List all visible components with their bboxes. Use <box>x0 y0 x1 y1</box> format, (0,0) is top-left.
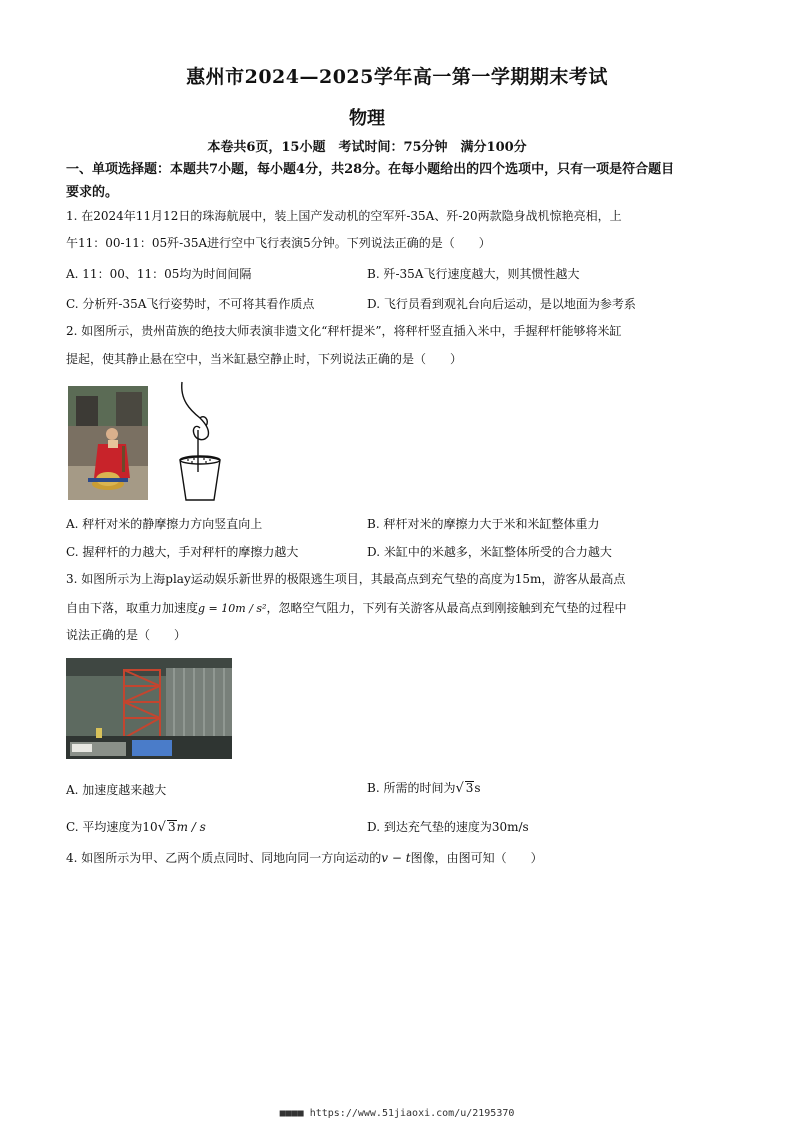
question-2-line-2: 提起，使其静止悬在空中，当米缸悬空静止时，下列说法正确的是（ ） <box>66 352 463 366</box>
sqrt-symbol: √ <box>157 820 166 835</box>
question-1-option-d: D. 飞行员看到观礼台向后运动，是以地面为参考系 <box>367 297 636 311</box>
question-3-option-b <box>367 779 481 796</box>
question-1-line-2: 午11：00-11：05歼-35A进行空中飞行表演5分钟。下列说法正确的是（ ） <box>66 236 491 250</box>
gravity-formula: g = 10m / s² <box>198 602 267 615</box>
question-2-option-a: A. 秤杆对米的静摩擦力方向竖直向上 <box>66 517 263 531</box>
exam-info: 本卷共6页，15小题 考试时间：75分钟 满分100分 <box>207 140 527 155</box>
sqrt-symbol: √ <box>455 781 464 796</box>
question-3-line-2 <box>66 595 626 622</box>
performer-photo <box>68 386 148 500</box>
exam-title: 惠州市2024—2025学年高一第一学期期末考试 <box>186 66 608 88</box>
question-3-line-3: 说法正确的是（ ） <box>66 628 187 642</box>
question-4-line-1 <box>66 845 543 871</box>
section-heading: 一、单项选择题：本题共7小题，每小题4分，共28分。在每小题给出的四个选项中，只有一项是符合题目要求的。 <box>66 162 675 200</box>
question-3-option-c-text: C. 平均速度为10 <box>66 820 158 834</box>
question-3-option-b-root: 3 <box>465 781 474 795</box>
question-3-line-2-start: 自由下落，取重力加速度 <box>66 601 199 615</box>
question-1-option-b: B. 歼-35A飞行速度越大，则其惯性越大 <box>367 267 580 281</box>
question-1-option-a: A. 11：00、11：05均为时间间隔 <box>66 267 252 281</box>
question-3-option-d: D. 到达充气垫的速度为30m/s <box>367 820 529 834</box>
escape-tower-photo <box>66 658 232 759</box>
vt-graph-label: v − t <box>381 851 411 865</box>
question-3-line-2-end: ，忽略空气阻力，下列有关游客从最高点到刚接触到充气垫的过程中 <box>266 601 627 615</box>
question-2-line-1: 2. 如图所示，贵州苗族的绝技大师表演非遗文化“秤杆提米”，将秤杆竖直插入米中，手握秤杆能够将米缸 <box>66 324 622 338</box>
question-1-option-c: C. 分析歼-35A飞行姿势时，不可将其看作质点 <box>66 297 315 311</box>
question-3-option-c-unit: m / s <box>176 820 206 834</box>
question-4-text-start: 4. 如图所示为甲、乙两个质点同时、同地向同一方向运动的 <box>66 851 382 865</box>
subject-title: 物理 <box>349 108 385 129</box>
question-3-option-a: A. 加速度越来越大 <box>66 783 167 797</box>
question-4-text-end: 图像，由图可知（ ） <box>410 851 543 865</box>
question-1-line-1: 1. 在2024年11月12日的珠海航展中，装上国产发动机的空军歼-35A、歼-20两款隐身战机惊艳亮相，上 <box>66 209 622 223</box>
rice-jar-drawing <box>170 380 230 504</box>
question-3-option-b-text: B. 所需的时间为 <box>367 781 456 795</box>
question-3-option-c <box>66 818 206 835</box>
question-3-option-b-unit: s <box>474 781 481 795</box>
question-2-option-d: D. 米缸中的米越多，米缸整体所受的合力越大 <box>367 545 612 559</box>
question-2-option-b: B. 秤杆对米的摩擦力大于米和米缸整体重力 <box>367 517 600 531</box>
question-3-option-c-root: 3 <box>167 820 176 834</box>
footer-link[interactable]: ■■■■ https://www.51jiaoxi.com/u/2195370 <box>279 1108 515 1119</box>
question-3-line-1: 3. 如图所示为上海play运动娱乐新世界的极限逃生项目，其最高点到充气垫的高度为15m，游客从最高点 <box>66 572 626 586</box>
question-2-option-c: C. 握秤杆的力越大，手对秤杆的摩擦力越大 <box>66 545 299 559</box>
